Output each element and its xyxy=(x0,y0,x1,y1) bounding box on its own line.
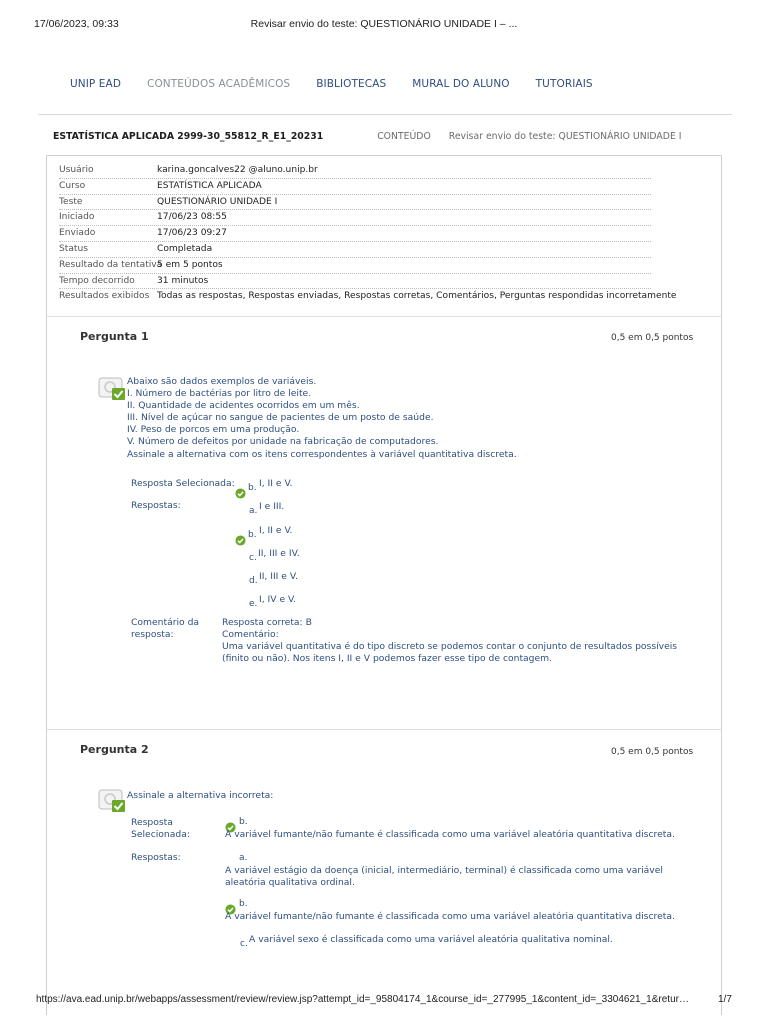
answer-letter: e. xyxy=(249,599,258,609)
info-value: Todas as respostas, Respostas enviadas, Respostas corretas, Comentários, Perguntas respondidas incorretamente xyxy=(157,291,677,302)
info-row-iniciado xyxy=(59,210,651,226)
info-value: 17/06/23 09:27 xyxy=(157,228,227,239)
answers-label: Respostas: xyxy=(131,500,181,511)
feedback-label-line: Comentário da xyxy=(131,617,200,628)
answer-letter: a. xyxy=(249,506,258,516)
breadcrumb xyxy=(53,131,682,142)
selected-answer-text: A variável fumante/não fumante é classificada como uma variável aleatória quantitativa discreta. xyxy=(225,829,675,840)
feedback-line: (finito ou não). Nos itens I, II e V podemos fazer esse tipo de contagem. xyxy=(222,653,553,665)
question-1-line: Abaixo são dados exemplos de variáveis. xyxy=(127,376,317,387)
question-1-line: III. Nível de açúcar no sangue de pacientes de um posto de saúde. xyxy=(127,412,434,424)
nav-divider xyxy=(38,114,732,115)
info-row-tempo xyxy=(59,274,651,290)
info-value: QUESTIONÁRIO UNIDADE I xyxy=(157,196,278,207)
question-2-title: Pergunta 2 xyxy=(80,743,149,756)
question-1-points: 0,5 em 0,5 pontos xyxy=(611,333,694,343)
answer-option: I, IV e V. xyxy=(259,594,297,605)
question-1-line: Assinale a alternativa com os itens correspondentes à variável quantitativa discreta. xyxy=(127,448,517,460)
correct-question-icon xyxy=(98,789,124,811)
nav-mural-do-aluno[interactable]: MURAL DO ALUNO xyxy=(412,78,510,90)
selected-answer-label-line: Selecionada: xyxy=(131,829,190,840)
info-value: 17/06/23 08:55 xyxy=(157,212,227,223)
nav-conteudos-academicos[interactable]: CONTEÚDOS ACADÊMICOS xyxy=(147,78,291,90)
correct-question-icon xyxy=(98,377,124,399)
attempt-info-table xyxy=(59,163,677,305)
selected-answer-letter: b. xyxy=(248,483,257,493)
answer-option: I e III. xyxy=(259,501,285,512)
info-row-usuario xyxy=(59,163,651,179)
info-label: Tempo decorrido xyxy=(59,275,135,286)
answers-label: Respostas: xyxy=(131,852,181,863)
top-nav xyxy=(70,78,593,94)
answer-option xyxy=(225,865,663,889)
answer-letter: b. xyxy=(239,899,248,909)
answer-line: aleatória qualitativa ordinal. xyxy=(225,877,355,889)
selected-answer-label-line: Resposta xyxy=(131,817,173,828)
answer-option: II, III e V. xyxy=(259,571,298,582)
info-label: Curso xyxy=(59,180,86,191)
info-row-enviado xyxy=(59,226,651,242)
answer-letter: c. xyxy=(249,553,257,563)
selected-answer-label: Resposta Selecionada: xyxy=(131,478,235,489)
question-2-points: 0,5 em 0,5 pontos xyxy=(611,747,694,757)
selected-answer-letter: b. xyxy=(239,817,248,827)
feedback-text xyxy=(222,617,677,665)
info-value: Completada xyxy=(157,243,213,254)
feedback-label-line: resposta: xyxy=(131,629,174,640)
breadcrumb-section[interactable]: CONTEÚDO xyxy=(377,131,431,142)
question-1-line: I. Número de bactérias por litro de leite. xyxy=(127,388,312,400)
info-label: Enviado xyxy=(59,228,96,239)
info-label: Resultado da tentativa xyxy=(59,259,163,270)
answer-line: A variável estágio da doença (inicial, intermediário, terminal) é classificada como uma variável xyxy=(225,865,663,876)
info-row-status xyxy=(59,242,651,258)
nav-bibliotecas[interactable]: BIBLIOTECAS xyxy=(316,78,387,90)
question-1-title: Pergunta 1 xyxy=(80,330,149,343)
question-1-text xyxy=(127,376,517,461)
answer-option: I, II e V. xyxy=(259,525,293,536)
answer-letter: a. xyxy=(239,853,248,863)
breadcrumb-course[interactable]: ESTATÍSTICA APLICADA 2999-30_55812_R_E1_20231 xyxy=(53,131,324,142)
info-value: karina.goncalves22 @aluno.unip.br xyxy=(157,165,318,175)
info-label: Resultados exibidos xyxy=(59,291,150,302)
feedback-line: Resposta correta: B xyxy=(222,617,312,628)
print-title: Revisar envio do teste: QUESTIONÁRIO UNIDADE I – ... xyxy=(250,18,518,30)
answer-option: A variável sexo é classificada como uma variável aleatória qualitativa nominal. xyxy=(249,934,613,945)
feedback-line: Comentário: xyxy=(222,629,279,641)
answer-letter: d. xyxy=(249,576,258,586)
info-label: Status xyxy=(59,243,88,254)
print-date: 17/06/2023, 09:33 xyxy=(34,18,119,30)
info-row-curso xyxy=(59,179,651,195)
info-row-teste xyxy=(59,195,651,211)
selected-answer-text: I, II e V. xyxy=(259,478,293,489)
breadcrumb-page: Revisar envio do teste: QUESTIONÁRIO UNIDADE I xyxy=(448,131,682,142)
selected-answer-label xyxy=(131,817,190,841)
info-label: Usuário xyxy=(59,165,94,175)
answer-letter: c. xyxy=(240,939,248,949)
info-value: 31 minutos xyxy=(157,275,209,286)
print-page-number: 1/7 xyxy=(718,994,732,1005)
question-1-line: V. Número de defeitos por unidade na fabricação de computadores. xyxy=(127,436,439,448)
correct-check-icon xyxy=(235,484,246,503)
feedback-line: Uma variável quantitativa é do tipo discreto se podemos contar o conjunto de resultados possíveis xyxy=(222,641,678,653)
question-divider xyxy=(47,729,721,730)
question-2-text: Assinale a alternativa incorreta: xyxy=(127,790,274,801)
info-value: ESTATÍSTICA APLICADA xyxy=(157,180,262,191)
info-value: 5 em 5 pontos xyxy=(157,259,223,270)
question-1-line: II. Quantidade de acidentes ocorridos em um mês. xyxy=(127,400,360,412)
print-url: https://ava.ead.unip.br/webapps/assessment/review/review.jsp?attempt_id=_95804174_1&course_id=_277995_1&content_id=_3304621_1&retur… xyxy=(36,994,689,1005)
answer-letter: b. xyxy=(248,530,257,540)
question-divider xyxy=(47,316,721,317)
info-label: Teste xyxy=(59,196,83,207)
answer-option: II, III e IV. xyxy=(258,548,300,559)
feedback-label xyxy=(131,617,199,641)
correct-check-icon xyxy=(235,531,246,550)
nav-tutoriais[interactable]: TUTORIAIS xyxy=(535,78,593,90)
info-label: Iniciado xyxy=(59,212,95,223)
answer-option: A variável fumante/não fumante é classificada como uma variável aleatória quantitativa discreta. xyxy=(225,911,675,922)
question-1-line: IV. Peso de porcos em uma produção. xyxy=(127,424,300,436)
nav-unip-ead[interactable]: UNIP EAD xyxy=(70,78,122,90)
info-row-resultados-exibidos xyxy=(59,289,677,305)
info-row-resultado xyxy=(59,258,651,274)
